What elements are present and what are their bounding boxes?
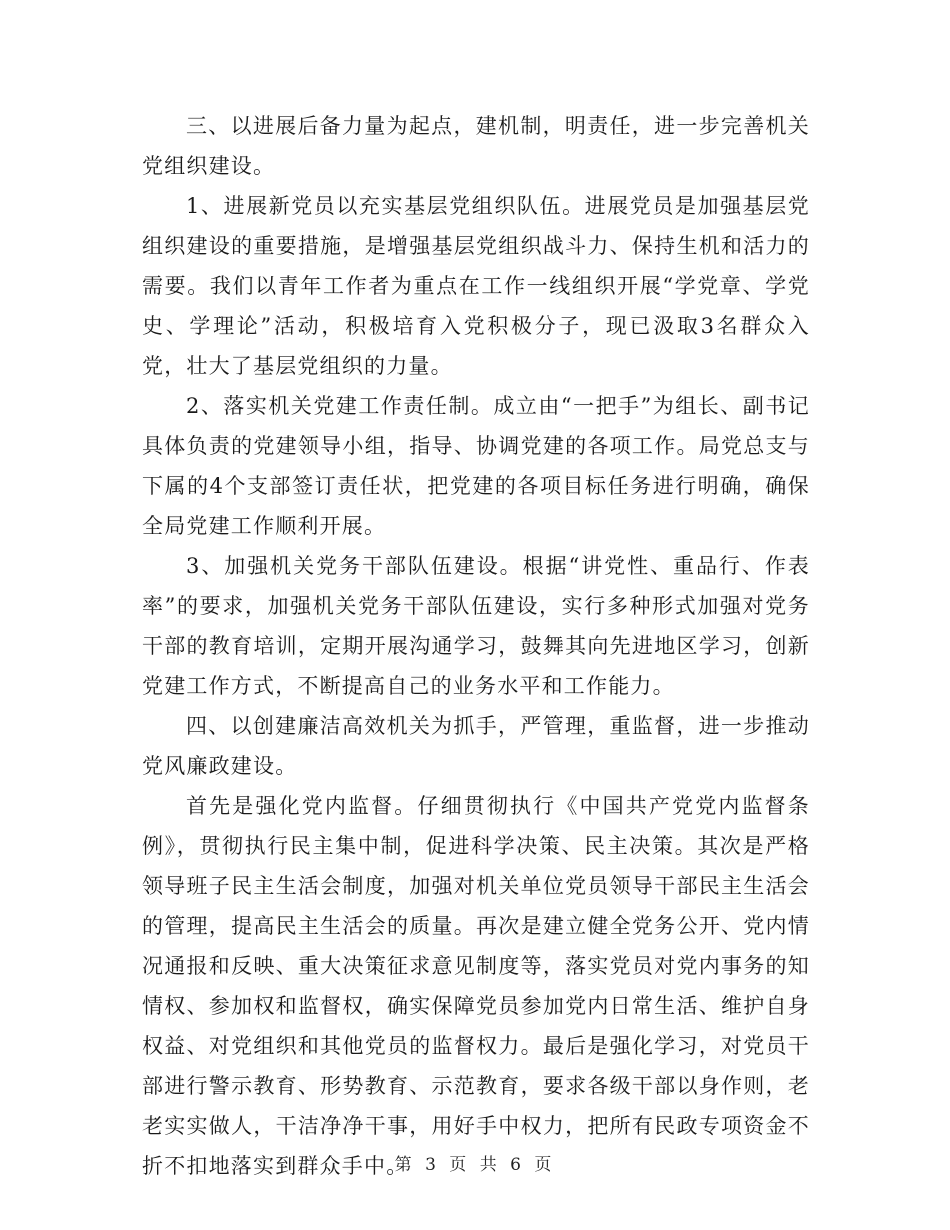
paragraph-responsibility: 2、落实机关党建工作责任制。成立由“一把手”为组长、副书记具体负责的党建领导小组，指导、协调党建的各项工作。局党总支与下属的4个支部签订责任状，把党建的各项目标任务进行明确，确保全局党建工作顺利开展。 (142, 394, 810, 538)
page-number-label: 第 3 页 共 6 页 (394, 1155, 556, 1175)
page-footer (0, 1150, 950, 1175)
paragraph-supervision: 首先是强化党内监督。仔细贯彻执行《中国共产党党内监督条例》，贯彻执行民主集中制，促进科学决策、民主决策。其次是严格领导班子民主生活会制度，加强对机关单位党员领导干部民主生活会的管理，提高民主生活会的质量。再次是建立健全党务公开、党内情况通报和反映、重大决策征求意见制度等，落实党员对党内事务的知情权、参加权和监督权，确实保障党员参加党内日常生活、维护自身权益、对党组织和其他党员的监督权力。最后是强化学习，对党员干部进行警示教育、形势教育、示范教育，要求各级干部以身作则，老老实实做人，干洁净净干事，用好手中权力，把所有民政专项资金不折不扣地落实到群众手中。 (142, 794, 810, 1178)
paragraph-cadre-team: 3、加强机关党务干部队伍建设。根据“讲党性、重品行、作表率”的要求，加强机关党务干部队伍建设，实行多种形式加强对党务干部的教育培训，定期开展沟通学习，鼓舞其向先进地区学习，创新党建工作方式，不断提高自己的业务水平和工作能力。 (142, 554, 810, 698)
document-body (142, 106, 810, 1186)
section-heading-three: 三、以进展后备力量为起点，建机制，明责任，进一步完善机关党组织建设。 (142, 114, 810, 178)
section-heading-four: 四、以创建廉洁高效机关为抓手，严管理，重监督，进一步推动党风廉政建设。 (142, 714, 810, 778)
paragraph-new-members: 1、进展新党员以充实基层党组织队伍。进展党员是加强基层党组织建设的重要措施，是增强基层党组织战斗力、保持生机和活力的需要。我们以青年工作者为重点在工作一线组织开展“学党章、学党史、学理论”活动，积极培育入党积极分子，现已汲取3名群众入党，壮大了基层党组织的力量。 (142, 194, 810, 378)
